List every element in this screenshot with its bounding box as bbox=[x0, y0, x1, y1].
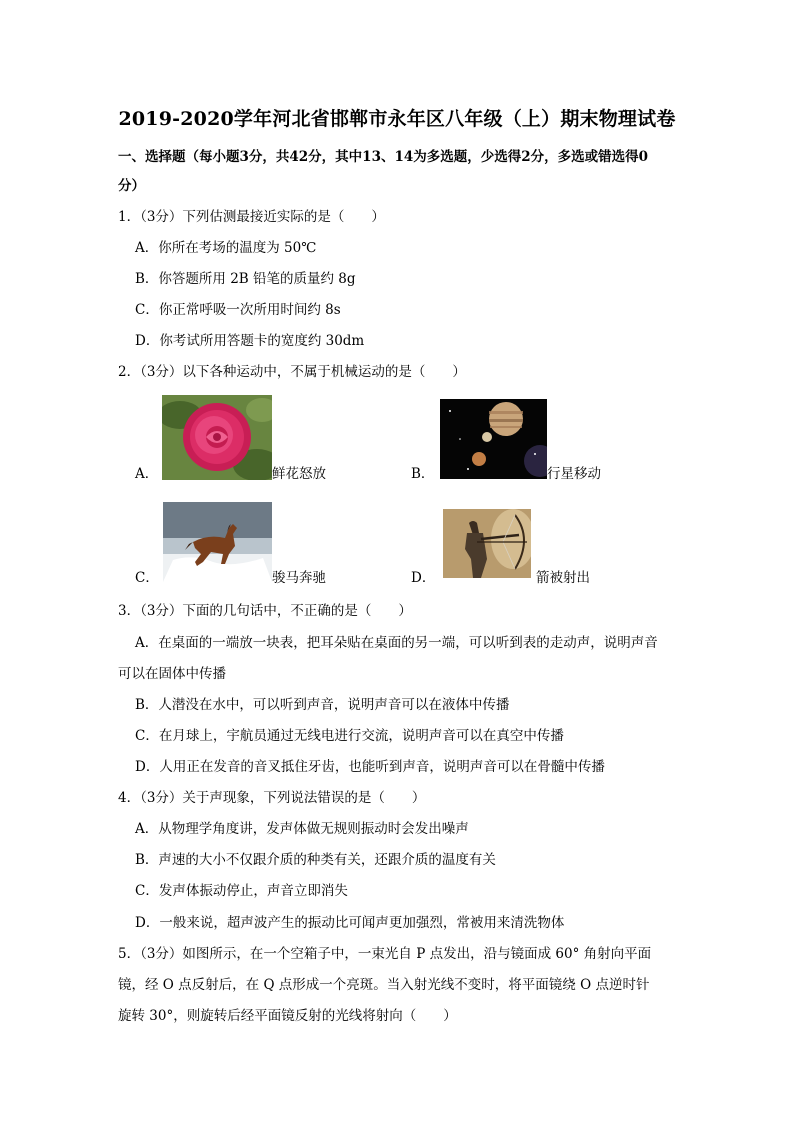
q3-option-c: C．在月球上，宇航员通过无线电进行交流，说明声音可以在真空中传播 bbox=[135, 728, 564, 744]
q4-option-c: C．发声体振动停止，声音立即消失 bbox=[135, 883, 348, 899]
q5-line2: 镜，经 O 点反射后，在 Q 点形成一个亮斑。当入射光线不变时，将平面镜绕 O 点逆时针 bbox=[118, 977, 650, 993]
q1-option-b: B．你答题所用 2B 铅笔的质量约 8g bbox=[135, 271, 356, 287]
q2-option-c-label: 骏马奔驰 bbox=[272, 570, 326, 586]
flower-image bbox=[162, 395, 272, 480]
page-title: 2019-2020学年河北省邯郸市永年区八年级（上）期末物理试卷 bbox=[118, 108, 676, 130]
q2-option-a-letter: A． bbox=[135, 466, 159, 482]
q2-option-d-letter: D． bbox=[411, 570, 436, 586]
q1-option-c: C．你正常呼吸一次所用时间约 8s bbox=[135, 302, 341, 318]
q2-option-c-letter: C． bbox=[135, 570, 159, 586]
q3-option-a-line1: A．在桌面的一端放一块表，把耳朵贴在桌面的另一端，可以听到表的走动声，说明声音 bbox=[135, 635, 658, 651]
q4-option-a: A．从物理学角度讲，发声体做无规则振动时会发出噪声 bbox=[135, 821, 469, 837]
archer-image bbox=[443, 509, 531, 578]
q5-line1: 5．（3分）如图所示，在一个空箱子中，一束光自 P 点发出，沿与镜面成 60° 角射向平面 bbox=[118, 946, 652, 962]
q2-option-b-label: 行星移动 bbox=[547, 466, 601, 482]
q1-option-a: A．你所在考场的温度为 50℃ bbox=[135, 240, 317, 256]
horse-image bbox=[163, 502, 272, 582]
q4-option-b: B．声速的大小不仅跟介质的种类有关，还跟介质的温度有关 bbox=[135, 852, 496, 868]
section-heading-line1: 一、选择题（每小题3分，共42分，其中13、14为多选题，少选得2分，多选或错选得0 bbox=[118, 149, 649, 165]
planets-image bbox=[440, 399, 547, 479]
q4-option-d: D．一般来说，超声波产生的振动比可闻声更加强烈，常被用来清洗物体 bbox=[135, 915, 565, 931]
q2-option-a-label: 鲜花怒放 bbox=[272, 466, 326, 482]
q1-stem: 1．（3分）下列估测最接近实际的是（ ） bbox=[118, 209, 385, 225]
q1-option-d: D．你考试所用答题卡的宽度约 30dm bbox=[135, 333, 365, 349]
q3-option-a-line2: 可以在固体中传播 bbox=[118, 666, 226, 682]
section-heading-line2: 分） bbox=[118, 178, 145, 194]
q3-option-d: D．人用正在发音的音叉抵住牙齿，也能听到声音，说明声音可以在骨髓中传播 bbox=[135, 759, 605, 775]
q3-stem: 3．（3分）下面的几句话中，不正确的是（ ） bbox=[118, 603, 412, 619]
q2-stem: 2．（3分）以下各种运动中，不属于机械运动的是（ ） bbox=[118, 364, 466, 380]
q5-line3: 旋转 30°，则旋转后经平面镜反射的光线将射向（ ） bbox=[118, 1008, 457, 1024]
q2-option-d-label: 箭被射出 bbox=[536, 570, 590, 586]
q4-stem: 4．（3分）关于声现象，下列说法错误的是（ ） bbox=[118, 790, 426, 806]
q2-option-b-letter: B． bbox=[411, 466, 435, 482]
q3-option-b: B．人潜没在水中，可以听到声音，说明声音可以在液体中传播 bbox=[135, 697, 510, 713]
